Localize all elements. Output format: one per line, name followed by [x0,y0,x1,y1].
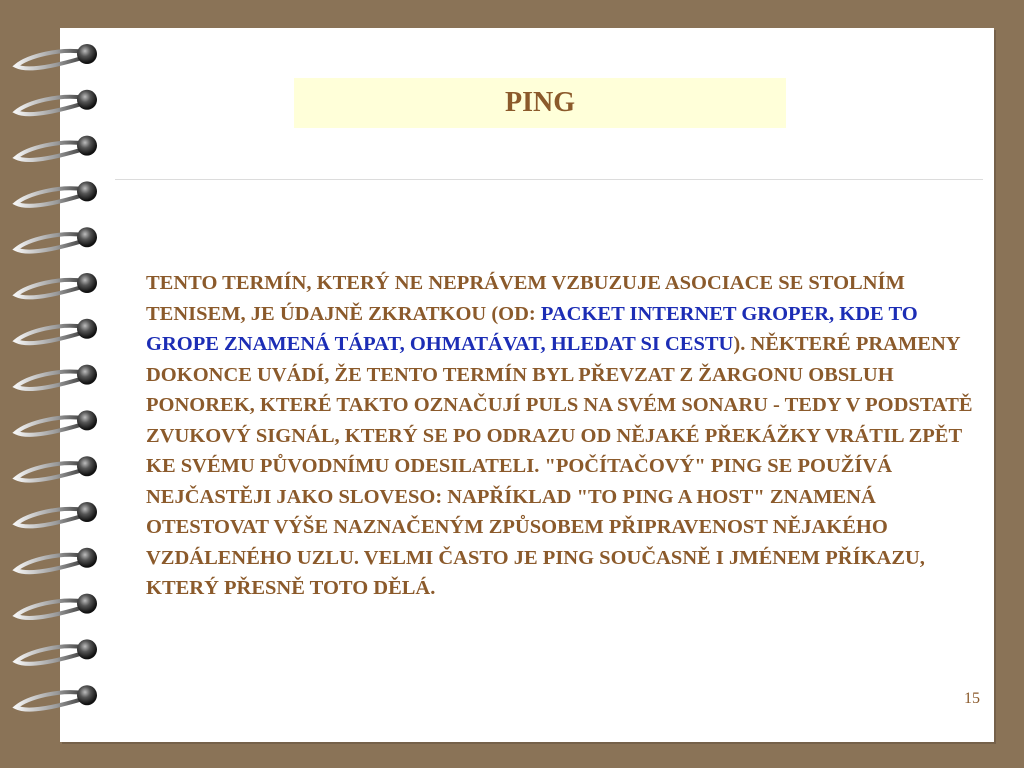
spiral-wire [16,143,84,160]
binding-hole [77,685,97,705]
binding-hole [77,136,97,156]
binding-hole [77,410,97,430]
spiral-wire [16,326,84,343]
binding-hole [77,44,97,64]
divider-line [115,179,983,180]
binding-hole [77,456,97,476]
paragraph-highlight: PACKET INTERNET GROPER, KDE TO GROPE ZNAMENÁ TÁPAT, OHMATÁVAT, HLEDAT SI CESTU [146,302,918,355]
paragraph-text-part2: ). NĚKTERÉ PRAMENY DOKONCE UVÁDÍ, ŽE TENTO TERMÍN BYL PŘEVZAT Z ŽARGONU OBSLUH PONOREK, KTERÉ TAKTO OZNAČUJÍ PULS NA SVÉM SONARU - TEDY V PODSTATĚ ZVUKOVÝ SIGNÁL, KTERÝ SE PO ODRAZU OD NĚJAKÉ PŘEKÁŽKY VRÁTIL ZPĚT KE SVÉMU PŮVODNÍMU ODESILATELI. "POČÍTAČOVÝ" PING SE POUŽÍVÁ NEJČASTĚJI JAKO SLOVESO: NAPŘÍKLAD "TO PING A HOST" ZNAMENÁ OTESTOVAT VÝŠE NAZNAČENÝM ZPŮSOBEM PŘIPRAVENOST NĚJAKÉHO VZDÁLENÉHO UZLU. VELMI ČASTO JE PING SOUČASNĚ I JMÉNEM PŘÍKAZU, KTERÝ PŘESNĚ TOTO DĚLÁ. [146,333,973,599]
spiral-wire [16,97,84,114]
binding-hole [77,365,97,385]
spiral-wire [16,555,84,572]
spiral-wire [16,188,84,205]
title-box [294,78,786,128]
spiral-wire [16,509,84,526]
slide-title: PING [505,87,575,118]
binding-hole [77,594,97,614]
spiral-wire [16,51,84,68]
spiral-wire [16,646,84,663]
spiral-wire [16,417,84,434]
spiral-wire [16,601,84,618]
binding-hole [77,227,97,247]
binding-hole [77,319,97,339]
binding-hole [77,548,97,568]
binding-hole [77,273,97,293]
spiral-wire [16,280,84,297]
binding-hole [77,90,97,110]
body-paragraph [146,268,978,604]
page-number: 15 [964,690,980,707]
spiral-wire [16,463,84,480]
binding-hole [77,181,97,201]
spiral-binding-icon [0,0,110,768]
spiral-wire [16,372,84,389]
spiral-wire [16,692,84,709]
spiral-wire [16,234,84,251]
binding-hole [77,502,97,522]
binding-hole [77,639,97,659]
paragraph-text-part1: TENTO TERMÍN, KTERÝ NE NEPRÁVEM VZBUZUJE ASOCIACE SE STOLNÍM TENISEM, JE ÚDAJNĚ ZKRATKOU (OD: [146,272,905,325]
